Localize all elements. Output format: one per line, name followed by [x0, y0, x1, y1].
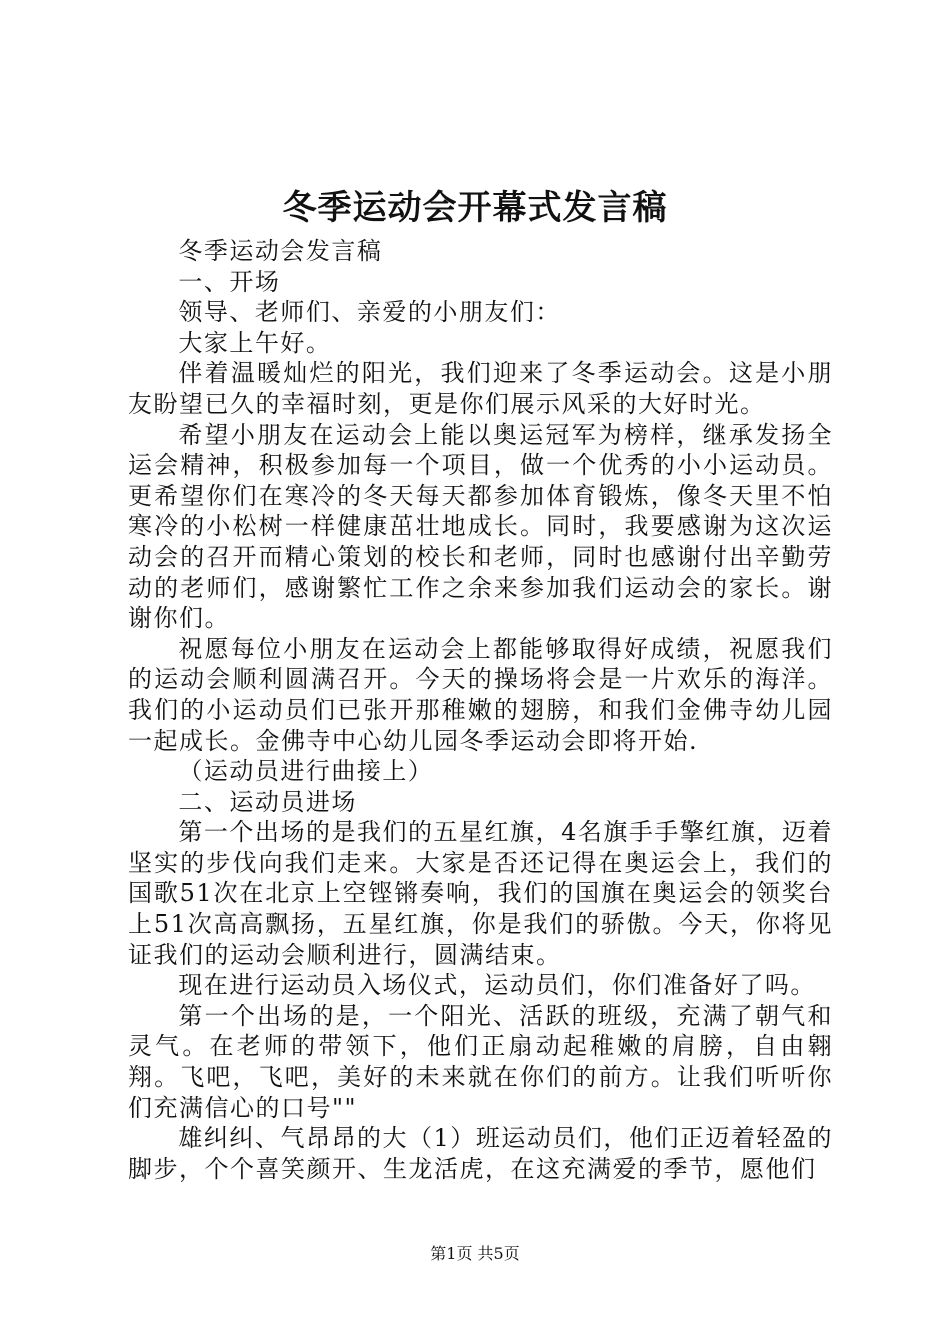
- paragraph: 领导、老师们、亲爱的小朋友们：: [178, 298, 561, 327]
- paragraph: 大家上午好。: [178, 328, 332, 357]
- paragraph: 第一个出场的是我们的五星红旗，4名旗手手擎红旗，迈着坚实的步伐向我们走来。大家是否还记得在奥运会上，我们的国歌51次在北京上空铿锵奏响，我们的国旗在奥运会的领奖台上51次高高飘扬，五星红旗，你是我们的骄傲。今天，你将见证我们的运动会顺利进行，圆满结束。: [128, 818, 833, 969]
- paragraph: 现在进行运动员入场仪式，运动员们，你们准备好了吗。: [178, 971, 816, 1000]
- paragraph: 祝愿每位小朋友在运动会上都能够取得好成绩，祝愿我们的运动会顺利圆满召开。今天的操场将会是一片欢乐的海洋。我们的小运动员们已张开那稚嫩的翅膀，和我们金佛寺幼儿园一起成长。金佛寺中心幼儿园冬季运动会即将开始.: [128, 634, 833, 755]
- paragraph: 二、运动员进场: [178, 787, 357, 816]
- paragraph: 一、开场: [178, 267, 281, 296]
- page-footer: 第1页 共5页: [430, 1244, 520, 1263]
- paragraph: 雄纠纠、气昂昂的大（1）班运动员们，他们正迈着轻盈的脚步，个个喜笑颜开、生龙活虎，在这充满爱的季节，愿他们: [128, 1124, 833, 1183]
- paragraph: 伴着温暖灿烂的阳光，我们迎来了冬季运动会。这是小朋友盼望已久的幸福时刻，更是你们展示风采的大好时光。: [128, 359, 833, 418]
- paragraph: 第一个出场的是，一个阳光、活跃的班级，充满了朝气和灵气。在老师的带领下，他们正扇动起稚嫩的肩膀，自由翱翔。飞吧，飞吧，美好的未来就在你们的前方。让我们听听你们充满信心的口号"": [128, 1001, 833, 1122]
- paragraph: 冬季运动会发言稿: [178, 237, 383, 265]
- paragraph: 希望小朋友在运动会上能以奥运冠军为榜样，继承发扬全运会精神，积极参加每一个项目，做一个优秀的小小运动员。更希望你们在寒冷的冬天每天都参加体育锻炼，像冬天里不怕寒冷的小松树一样健康茁壮地成长。同时，我要感谢为这次运动会的召开而精心策划的校长和老师，同时也感谢付出辛勤劳动的老师们，感谢繁忙工作之余来参加我们运动会的家长。谢谢你们。: [128, 420, 833, 633]
- document-body: [128, 236, 833, 1184]
- document-title: 冬季运动会开幕式发言稿: [282, 188, 668, 228]
- paragraph: （运动员进行曲接上）: [178, 757, 434, 786]
